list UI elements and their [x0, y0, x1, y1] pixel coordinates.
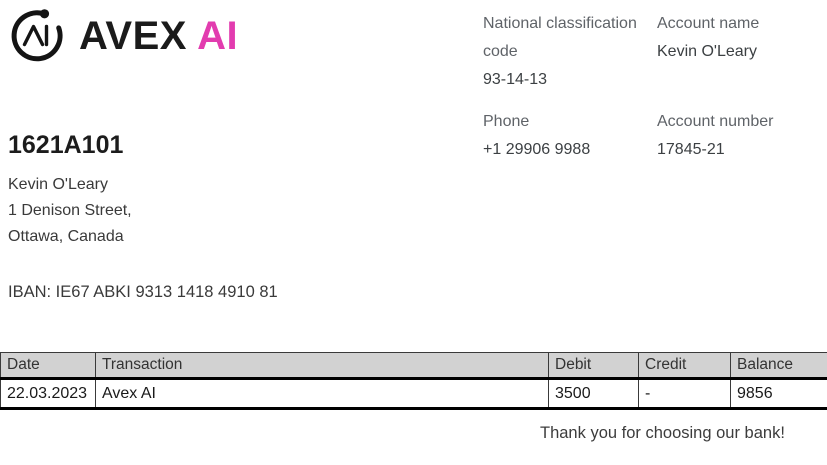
- brand-name: AVEX: [79, 14, 187, 58]
- info-label: Account name: [657, 15, 760, 32]
- cell-credit: -: [639, 379, 731, 409]
- footer-message: Thank you for choosing our bank!: [540, 424, 785, 442]
- brand-wordmark: [79, 7, 238, 65]
- info-value: Kevin O'Leary: [657, 43, 757, 60]
- avex-ai-circle-icon: [8, 7, 66, 65]
- table-header-row: [1, 353, 827, 379]
- info-value: 17845-21: [657, 141, 725, 158]
- info-field-classification: [483, 10, 657, 94]
- transaction-table: [0, 352, 827, 410]
- account-info-grid: [483, 10, 827, 164]
- cell-transaction: Avex AI: [96, 379, 549, 409]
- info-field-account-number: [657, 108, 827, 164]
- column-header-date: Date: [1, 353, 96, 379]
- column-header-credit: Credit: [639, 353, 731, 379]
- info-field-account-name: [657, 10, 827, 94]
- table-row: [1, 379, 827, 409]
- brand-logo: [8, 7, 238, 65]
- info-value: 93-14-13: [483, 71, 548, 88]
- cell-date: 22.03.2023: [1, 379, 96, 409]
- column-header-balance: Balance: [731, 353, 827, 379]
- info-label: Account number: [657, 113, 774, 130]
- info-value: +1 29906 9988: [483, 141, 591, 158]
- column-header-transaction: Transaction: [96, 353, 549, 379]
- document-reference: 1621A101: [8, 131, 124, 159]
- cell-balance: 9856: [731, 379, 827, 409]
- info-label: National classification code: [483, 15, 637, 60]
- recipient-address: [8, 172, 132, 250]
- info-field-phone: [483, 108, 657, 164]
- cell-debit: 3500: [549, 379, 639, 409]
- brand-name-accent: AI: [197, 14, 239, 58]
- address-line: Ottawa, Canada: [8, 228, 124, 245]
- address-line: Kevin O'Leary: [8, 176, 108, 193]
- iban-line: IBAN: IE67 ABKI 9313 1418 4910 81: [8, 283, 278, 301]
- info-label: Phone: [483, 113, 530, 130]
- address-line: 1 Denison Street,: [8, 202, 132, 219]
- column-header-debit: Debit: [549, 353, 639, 379]
